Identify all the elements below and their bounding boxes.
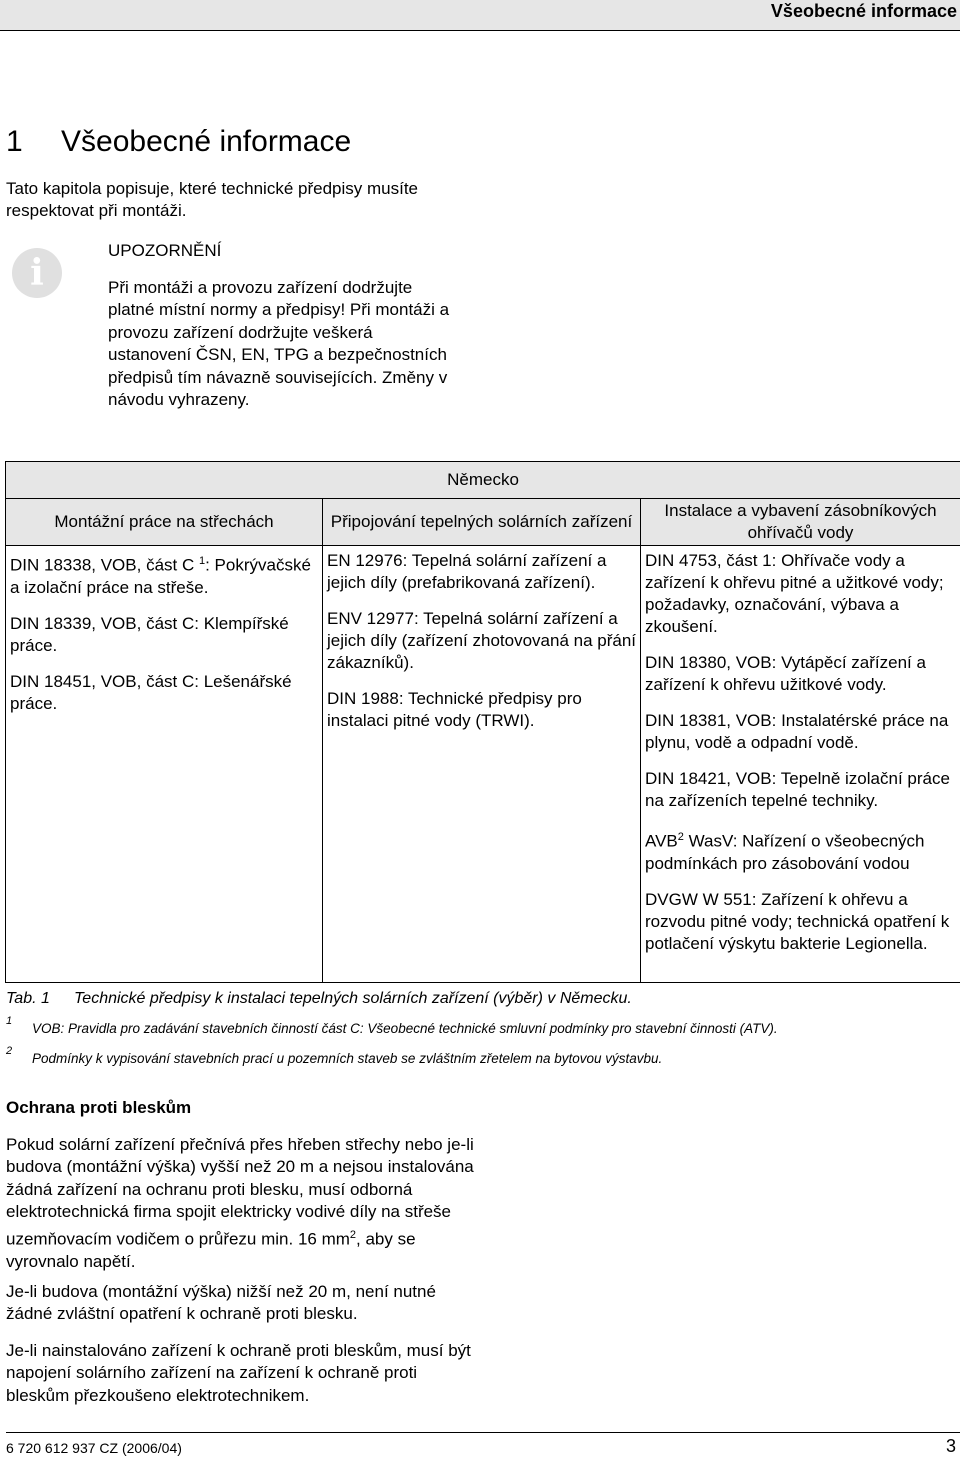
regulations-table — [5, 461, 960, 983]
regulation-item: AVB$^2$ WasV: Nařízení o všeobecných podmínkách pro zásobování vodou — [645, 831, 925, 873]
footnote-text: Podmínky k vypisování stavebních prací u pozemních staveb se zvláštním zřetelem na bytovou výstavbu. — [32, 1051, 663, 1066]
chapter-title: Všeobecné informace — [61, 125, 352, 159]
column-header-solar: Připojování tepelných solárních zařízení — [323, 499, 641, 546]
column-cell-roof — [6, 546, 323, 983]
chapter-number: 1 — [6, 125, 23, 159]
paragraph: Je-li nainstalováno zařízení k ochraně proti bleskům, musí být napojení solárního zařízení na zařízení k ochraně proti bleskům přezkoušeno elektrotechnikem. — [6, 1341, 471, 1405]
regulation-item: DVGW W 551: Zařízení k ohřevu a rozvodu pitné vody; technická opatření k potlačení výskytu bakterie Legionella. — [645, 889, 950, 953]
paragraph: Pokud solární zařízení přečnívá přes hřeben střechy nebo je-li budova (montážní výška) vyšší než 20 m a nejsou instalována žádná zařízení na ochranu proti blesku, musí odborná elektrotechnická firma spojit elektricky vodivé díly na střeše uzemňovacím vodičem o průřezu min. 16 $mm^2$, aby se vyrovnalo napětí. — [6, 1135, 474, 1271]
regulation-item: DIN 1988: Technické předpisy pro instalaci pitné vody (TRWI). — [327, 689, 582, 730]
footnote-mark: 2 — [6, 1045, 13, 1057]
regulation-item: DIN 18421, VOB: Tepelně izolační práce na zařízeních tepelné techniky. — [645, 769, 950, 810]
running-header-title: Všeobecné informace — [770, 1, 957, 21]
document-code: 6 720 612 937 CZ (2006/04) — [6, 1440, 182, 1456]
regulation-item: EN 12976: Tepelná solární zařízení a jejich díly (prefabrikovaná zařízení). — [327, 551, 607, 592]
notice-body: Při montáži a provozu zařízení dodržujte platné místní normy a předpisy! Při montáži a provozu zařízení dodržujte veškerá ustanovení ČSN, EN, TPG a bezpečnostních předpisů tím návazně souvisejících. Změny v návodu vyhrazeny. — [108, 278, 450, 410]
footnote-text: VOB: Pravidla pro zadávání stavebních činností část C: Všeobecné technické smluvní podmínky pro stavební činnosti (ATV). — [32, 1021, 778, 1036]
footnote-mark: 1 — [6, 1015, 13, 1027]
table-caption — [6, 990, 632, 1008]
column-cell-water-heaters — [641, 546, 960, 983]
chapter-heading — [6, 125, 351, 159]
footer-divider — [6, 1432, 960, 1433]
regulation-item: DIN 4753, část 1: Ohřívače vody a zařízení k ohřevu pitné a užitkové vody; požadavky, označování, výbava a zkoušení. — [645, 551, 944, 636]
notice-title: UPOZORNĚNÍ — [108, 241, 222, 260]
regulation-item: DIN 18338, VOB, část C $^1$: Pokrývačské a izolační práce na střeše. — [10, 555, 311, 597]
column-cell-solar — [323, 546, 641, 983]
paragraph: Je-li budova (montážní výška) nižší než 20 m, není nutné žádné zvláštní opatření k ochraně proti blesku. — [6, 1282, 436, 1324]
section-title: Ochrana proti bleskům — [6, 1098, 192, 1117]
regulation-item: DIN 18451, VOB, část C: Lešenářské práce. — [10, 671, 292, 713]
running-header — [0, 0, 960, 31]
regulation-item: DIN 18381, VOB: Instalatérské práce na plynu, vodě a odpadní vodě. — [645, 711, 949, 752]
regulation-item: ENV 12977: Tepelná solární zařízení a jejich díly (zařízení zhotovovaná na přání zákazníků). — [327, 609, 637, 672]
page-number: 3 — [945, 1436, 956, 1456]
table-caption-label: Tab. 1 — [6, 990, 50, 1007]
info-icon: i — [12, 248, 62, 298]
regulation-item: DIN 18380, VOB: Vytápěcí zařízení a zařízení k ohřevu užitkové vody. — [645, 653, 926, 694]
column-header-water-heaters: Instalace a vybavení zásobníkových ohřívačů vody — [641, 499, 960, 546]
table-caption-text: Technické předpisy k instalaci tepelných solárních zařízení (výběr) v Německu. — [74, 990, 632, 1007]
regulation-item: DIN 18339, VOB, část C: Klempířské práce. — [10, 613, 289, 655]
table-country-header: Německo — [6, 462, 960, 499]
column-header-roof: Montážní práce na střechách — [6, 499, 323, 546]
intro-paragraph: Tato kapitola popisuje, které technické předpisy musíte respektovat při montáži. — [6, 179, 419, 220]
